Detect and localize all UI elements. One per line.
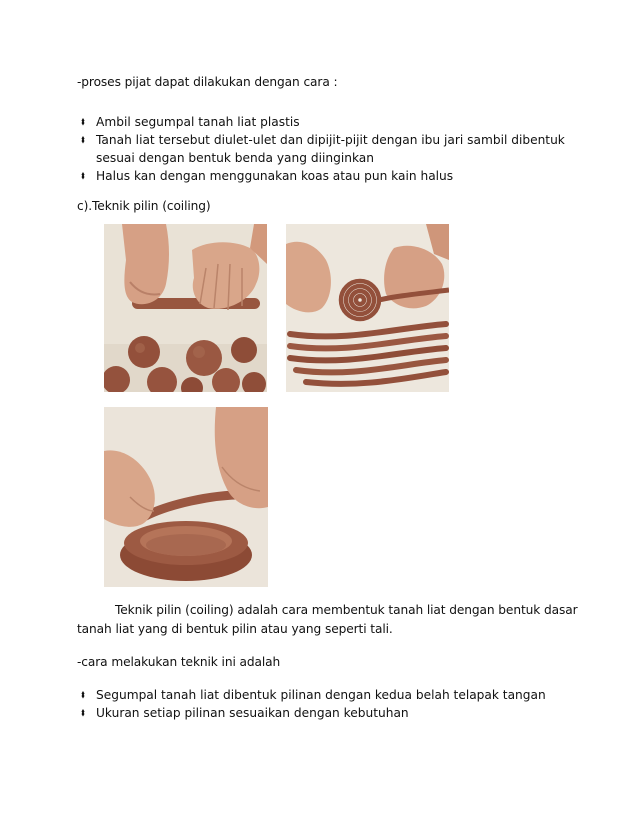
bullet-text: Ambil segumpal tanah liat plastis — [96, 115, 300, 129]
bullet-text: Ukuran setiap pilinan sesuaikan dengan kebutuhan — [96, 706, 409, 720]
diamond-bullet-icon — [77, 167, 89, 185]
diamond-bullet-icon — [77, 113, 89, 131]
diamond-bullet-icon — [77, 704, 89, 722]
bullet-text: Segumpal tanah liat dibentuk pilinan dengan kedua belah telapak tangan — [96, 688, 546, 702]
intro-text: -proses pijat dapat dilakukan dengan cara : — [77, 75, 338, 89]
howto-text: -cara melakukan teknik ini adalah — [77, 655, 281, 669]
section-heading: c).Teknik pilin (coiling) — [77, 199, 211, 213]
bullet-continuation: sesuai dengan bentuk benda yang diinginkan — [96, 151, 374, 165]
description-line-1: Teknik pilin (coiling) adalah cara membentuk tanah liat dengan bentuk dasar — [115, 603, 578, 617]
diamond-bullet-icon — [77, 686, 89, 704]
photo-spiral-coil — [286, 224, 449, 392]
bullet-text: Halus kan dengan menggunakan koas atau pun kain halus — [96, 169, 454, 183]
photo-rolling-coil — [104, 224, 267, 392]
diamond-bullet-icon — [77, 131, 89, 149]
photo-coil-pot — [104, 407, 268, 587]
bullet-text: Tanah liat tersebut diulet-ulet dan dipijit-pijit dengan ibu jari sambil dibentuk — [96, 133, 565, 147]
description-line-2: tanah liat yang di bentuk pilin atau yang seperti tali. — [77, 622, 393, 636]
